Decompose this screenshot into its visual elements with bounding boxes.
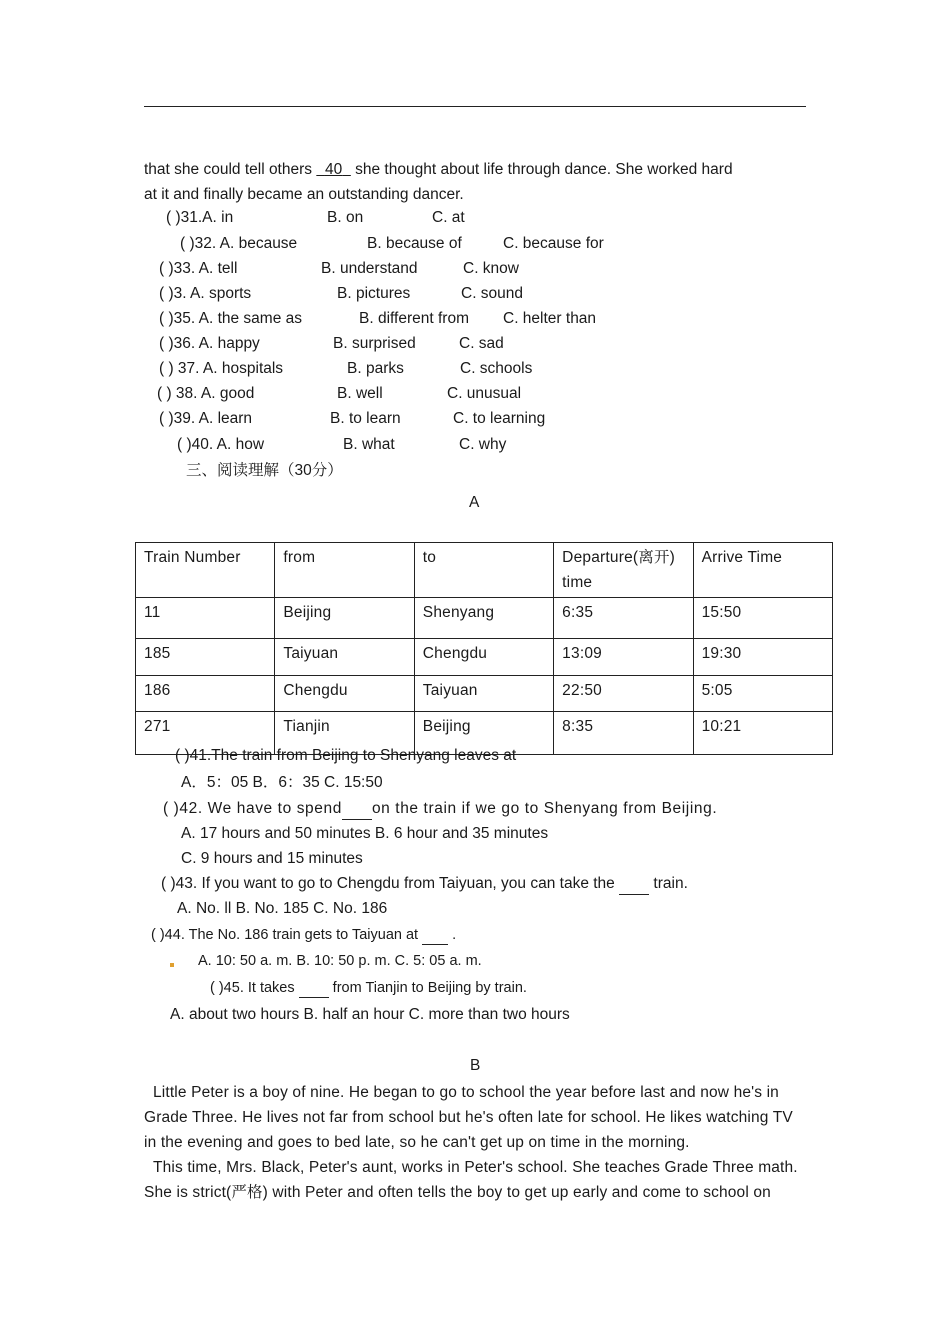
train-timetable <box>135 542 833 755</box>
section-3-title: 三、阅读理解（30分） <box>186 462 343 479</box>
cloze-q33-b: B. understand <box>321 260 418 277</box>
question-42-options-1: A. 17 hours and 50 minutes B. 6 hour and 35 minutes <box>181 825 549 842</box>
part-a-label: A <box>469 494 480 511</box>
cell-departure: 6:35 <box>554 598 693 639</box>
passage-line-1: that she could tell others 40 she thought about life through dance. She worked hard <box>144 161 733 178</box>
cloze-q34-c: C. sound <box>461 285 524 302</box>
cloze-q31-b: B. on <box>327 209 364 226</box>
question-45: ( )45. It takes from Tianjin to Beijing by train. <box>210 980 527 998</box>
question-42: ( )42. We have to spend on the train if we go to Shenyang from Beijing. <box>163 800 717 820</box>
cell-number: 186 <box>136 676 275 712</box>
cloze-q38-b: B. well <box>337 385 383 402</box>
header-rule <box>144 106 806 107</box>
question-45-options: A. about two hours B. half an hour C. more than two hours <box>170 1006 570 1023</box>
cell-number: 11 <box>136 598 275 639</box>
cell-from: Chengdu <box>275 676 414 712</box>
cloze-q40-c: C. why <box>459 436 507 453</box>
table-header-row <box>136 543 833 598</box>
header-train-number: Train Number <box>136 543 275 598</box>
answer-blank <box>619 875 649 895</box>
cloze-q36: ( )36. A. happy <box>159 335 260 352</box>
cloze-q39-c: C. to learning <box>453 410 546 427</box>
question-43: ( )43. If you want to go to Chengdu from Taiyuan, you can take the train. <box>161 875 688 895</box>
part-b-paragraph-2: This time, Mrs. Black, Peter's aunt, works in Peter's school. She teaches Grade Three math. She is strict(严格) with Peter and often tells the boy to get up early and come to school on <box>144 1159 798 1201</box>
cloze-q32-b: B. because of <box>367 235 462 252</box>
answer-blank <box>299 980 329 998</box>
cell-number: 271 <box>136 712 275 755</box>
cloze-q35: ( )35. A. the same as <box>159 310 303 327</box>
cell-to: Shenyang <box>414 598 553 639</box>
cloze-q39-b: B. to learn <box>330 410 401 427</box>
cloze-q33-c: C. know <box>463 260 519 277</box>
stray-mark <box>170 963 174 967</box>
cloze-q34-b: B. pictures <box>337 285 411 302</box>
question-44: ( )44. The No. 186 train gets to Taiyuan at . <box>151 927 456 945</box>
question-41-options: A．5：05 B．6：35 C. 15:50 <box>181 774 383 791</box>
answer-blank <box>342 800 372 820</box>
cloze-q38-c: C. unusual <box>447 385 522 402</box>
cloze-q31: ( )31.A. in <box>166 209 234 226</box>
header-from: from <box>275 543 414 598</box>
cell-arrive: 15:50 <box>693 598 832 639</box>
cloze-q38: ( ) 38. A. good <box>157 385 255 402</box>
blank-40: 40 <box>324 161 343 178</box>
cloze-q33: ( )33. A. tell <box>159 260 238 277</box>
cell-arrive: 19:30 <box>693 639 832 676</box>
cell-departure: 22:50 <box>554 676 693 712</box>
cell-to: Chengdu <box>414 639 553 676</box>
cell-arrive: 5:05 <box>693 676 832 712</box>
table-row <box>136 598 833 639</box>
part-b-paragraph-1: Little Peter is a boy of nine. He began to go to school the year before last and now he's in Grade Three. He lives not far from school but he's often late for school. He likes watching TV in the evening and goes to bed late, so he can't get up on time in the morning. <box>144 1084 793 1151</box>
passage-line-2: at it and finally became an outstanding dancer. <box>144 186 464 203</box>
cloze-q32-c: C. because for <box>503 235 604 252</box>
question-41: ( )41.The train from Beijing to Shenyang leaves at <box>175 747 517 764</box>
header-arrive: Arrive Time <box>693 543 832 598</box>
header-to: to <box>414 543 553 598</box>
part-b-label: B <box>470 1057 481 1074</box>
cell-number: 185 <box>136 639 275 676</box>
cloze-q35-c: C. helter than <box>503 310 597 327</box>
table-row <box>136 676 833 712</box>
cloze-q36-c: C. sad <box>459 335 504 352</box>
cell-from: Tianjin <box>275 712 414 755</box>
cell-to: Taiyuan <box>414 676 553 712</box>
cloze-q37-b: B. parks <box>347 360 404 377</box>
cloze-q40-b: B. what <box>343 436 395 453</box>
cloze-q36-b: B. surprised <box>333 335 416 352</box>
question-43-options: A. No. ll B. No. 185 C. No. 186 <box>177 900 388 917</box>
question-42-options-2: C. 9 hours and 15 minutes <box>181 850 363 867</box>
cloze-q32: ( )32. A. because <box>180 235 298 252</box>
cell-arrive: 10:21 <box>693 712 832 755</box>
cell-departure: 8:35 <box>554 712 693 755</box>
cloze-q35-b: B. different from <box>359 310 469 327</box>
cell-to: Beijing <box>414 712 553 755</box>
table-row <box>136 639 833 676</box>
cloze-q40: ( )40. A. how <box>177 436 265 453</box>
cloze-q34: ( )3. A. sports <box>159 285 252 302</box>
cloze-q37: ( ) 37. A. hospitals <box>159 360 284 377</box>
cloze-q31-c: C. at <box>432 209 465 226</box>
cell-departure: 13:09 <box>554 639 693 676</box>
cloze-q39: ( )39. A. learn <box>159 410 253 427</box>
cell-from: Beijing <box>275 598 414 639</box>
question-44-options: A. 10: 50 a. m. B. 10: 50 p. m. C. 5: 05 a. m. <box>198 953 482 969</box>
cell-from: Taiyuan <box>275 639 414 676</box>
cloze-q37-c: C. schools <box>460 360 533 377</box>
header-departure: Departure(离开) time <box>554 543 693 598</box>
answer-blank <box>422 927 448 945</box>
